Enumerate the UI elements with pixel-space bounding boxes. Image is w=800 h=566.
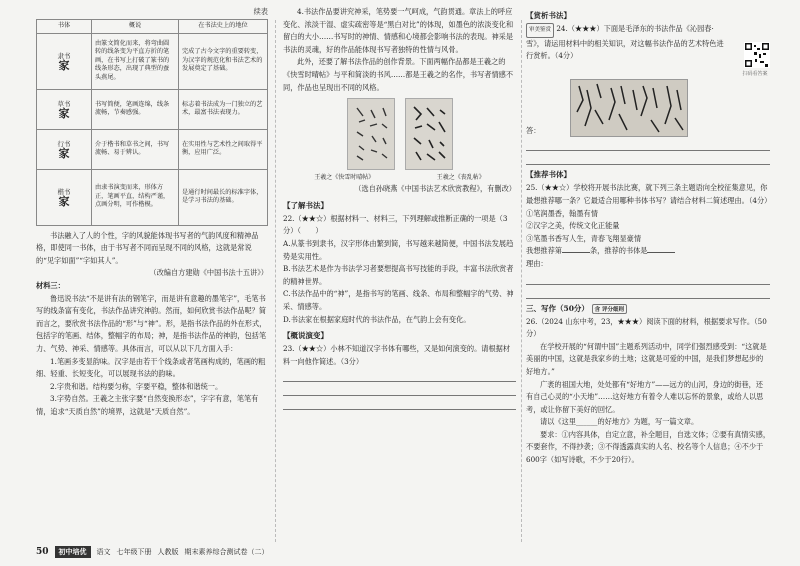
image-caption: 王羲之《丧乱帖》 [436,174,485,182]
option-item: ②汉字之美，传统文化正能量 [526,221,620,231]
calligraphy-artwork [570,79,688,137]
test-name: 期末素养综合测试卷（二） [184,548,269,556]
option-d[interactable]: D.书法家在根据家庭时代的书法作品，在气韵上会有变化。 [283,314,471,324]
answer-line[interactable] [526,137,770,151]
page-number: 50 [36,547,49,557]
question-25: 25.（★★☆）学校将开展书法比赛，就下列三条主题语向全校征集意见，你最想推荐哪一条？它最适合用哪种书体书写？请结合材料二简述理由。（4分） [526,183,772,205]
paragraph: 鲁迅说书法“不是讲有法的钢笔字，而是讲有意趣的墨笔字”，毛笔书写的线条富有变化，书法作品讲究神韵。然而，如何欣赏书法作品呢？简而言之，要欣赏书法作品的“形”与“神”。形，是指书法作品的外在形式，包括字的笔画、结体，整幅字的布局；神，是指书法作品的神韵，包括笔力、气势、神采、情感等。具体而言，可以从以下几方面入手： [36,293,267,353]
column-divider [521,20,522,542]
answer-line[interactable] [283,396,516,410]
option-b[interactable]: B.书法艺术是作为书法学习者要想提高书写技能的手段，丰富书法欣赏者的精神世界。 [283,264,514,286]
option-item: ③笔墨书香写人生，青春飞翔显豪情 [526,233,642,243]
overview-cell: 由篆文简化而来，将弯曲圆转的线条变为平直方折的笔画，在书写上打破了篆书的线条形态，出现了典型的蚕头燕尾。 [92,33,179,89]
scan-label: 扫码看答案 [742,71,768,77]
answer-line[interactable] [526,285,770,299]
table-header: 在书法史上的地位 [179,19,268,33]
answer-line[interactable] [526,151,770,165]
page-footer [36,546,269,558]
status-cell: 标志着书法成为一门独立的艺术，最富书法表现力。 [179,89,268,129]
status-cell: 在实用性与艺术性之间取得平衡，应用广泛。 [179,129,268,169]
answer-line[interactable] [526,271,770,285]
qr-code[interactable] [744,42,770,68]
table-header: 概说 [92,19,179,33]
section-title: 【推荐书体】 [526,170,571,180]
image-caption: 王羲之《快雪时晴帖》 [314,174,375,182]
continued-label: 续表 [253,7,268,16]
script-cell: 隶书 家 [37,33,92,89]
question-23: 23.（★★☆）小林不知道汉字书体有哪些，又是如何演变的。请根据材料一向他作简述。（3分） [283,344,511,366]
section-title: 【概说演变】 [283,331,328,341]
table-row [37,89,268,129]
brand-label: 初中培优 [55,546,91,558]
grade-label: 七年级下册 [116,548,152,556]
option-c[interactable]: C.书法作品中的“神”，是指书写的笔画、线条、布局和整幅字的气势、神采、情感等。 [283,289,514,311]
script-cell: 楷书 家 [37,169,92,225]
status-cell: 是通行时间最长的标准字体，是学习书法的基础。 [179,169,268,225]
skill-badge: 审美鉴赏 [526,23,554,38]
source-note: （选自孙晓燕《中国书法艺术欣赏教程》，有删改） [354,184,516,194]
paragraph: 1.笔画多变显韵味。汉字是由若干个线条或者笔画构成的，笔画的粗细、轻重、长短变化，可以展现书法的韵味。 [36,356,266,379]
left-column [36,6,268,419]
edition-label: 人教版 [157,548,179,556]
status-cell: 完成了古今文字的重要转变，为汉字的规范化和书法艺术的发展奠定了基础。 [179,33,268,89]
question-22: 22.（★★☆）根据材料一、材料三，下列理解或推断正确的一项是（3分）（ ） [283,213,508,236]
calligraphy-image-sangluan [405,98,453,170]
overview-cell: 介于楷书和草书之间，书写流畅、易于辨认。 [92,129,179,169]
calligraphy-images [283,98,516,170]
paragraph: 书法融入了人的个性，字的风貌能体现书写者的气韵风度和精神品格，即使同一书体，由于书写者不同而呈现不同的风格，这就是常说的“见字如面”“字如其人”。 [36,230,259,265]
question-26: 26.（2024 山东中考，23，★★★）阅读下面的材料，根据要求写作。（50分） [526,316,767,339]
answer-line[interactable] [283,382,516,396]
column-divider [275,20,276,542]
answer-line[interactable] [283,368,516,382]
image-captions [283,172,516,181]
option-item: ①笔润墨香，翰墨有情 [526,208,598,218]
middle-column [283,6,516,410]
paragraph: 请以《这里______的好地方》为题，写一篇文章。 [540,417,699,427]
overview-cell: 书写简便，笔画连绵，线条流畅，节奏感强。 [92,89,179,129]
overview-cell: 由隶书演变而来，形体方正，笔画平直，结构严谨，点画分明，可作楷模。 [92,169,179,225]
paragraph: 此外，还要了解书法作品的创作背景。下面两幅作品都是王羲之的《快雪时晴帖》与平和简淡的书风……都是王羲之的名作，书写者情感不同，作品也呈现出不同的风格。 [283,57,514,92]
paragraph: 广袤的祖国大地，处处都有“好地方”——远方的山河，身边的街巷，还有自己心灵的“小天地”……这好地方有着令人难以忘怀的景象，或给人以思考，或让你留下美好的回忆。 [526,379,764,414]
recommend-line: 我想推荐第 条，推荐的书体是 [526,245,770,258]
skill-badge: 含 评分细则 [592,304,627,314]
paragraph: 要求：①内容具体，自定立意，补全题目，自选文体；②要有真情实感，不要套作，不得抄袭；③不得透露真实的人名、校名等个人信息；④不少于600字（如写诗歌，不少于20行）。 [526,429,771,465]
script-blank[interactable] [647,252,675,253]
paragraph: 在学校开展的“何谓中国”主题系列活动中，同学们强烈感受到：“这就是美丽的中国，这就是我家乡的土地；这就是可爱的中国，是我们梦想起步的好地方。” [526,341,767,376]
subject-label: 语文 [96,548,111,556]
option-a[interactable]: A.从篆书到隶书，汉字形体由繁到简，书写越来越简便，中国书法发展趋势是实用性。 [283,238,514,261]
calligraphy-image-kuaixue [347,98,395,170]
section-title: 【了解书法】 [283,200,328,210]
table-header-row [37,19,268,33]
script-table [36,19,268,226]
paragraph: 3.字势自然。王羲之主张字要“自然变换形态”，字字有意，笔笔有情，追求“天质自然”的境界，这就是“天质自然”。 [36,394,259,416]
reason-label: 理由： [526,258,548,268]
script-cell: 草书 家 [37,89,92,129]
table-header: 书体 [37,19,92,33]
right-column [526,6,770,467]
table-row [37,129,268,169]
table-row [37,33,268,89]
material-title: 材料三： [36,280,65,290]
paragraph: 4.书法作品要讲究神采，笔势要一气呵成，气韵贯通。章法上的呼应变化、浓淡干湿、虚实疏密等是“黑白对比”的体现，如墨色的浓淡变化和留白的大小……书写时的神情、情感和心境都会影响书法的表现。神采是书法的灵魂，好的作品能体现书写者独特的性情与风骨。 [283,7,514,54]
answer-label: 答： [526,125,541,135]
section-title: 【赏析书法】 [526,11,571,20]
choice-blank[interactable] [562,252,590,253]
paragraph: 2.字贵和谐。结构要匀称，字要平稳，整体和谐统一。 [50,381,223,391]
script-cell: 行书 家 [37,129,92,169]
source-note: （改编自方建勋《中国书法十五讲》） [149,268,268,278]
section-title: 三、写作（50分） 含 评分细则 [526,303,770,314]
question-24: 审美鉴赏 24.（★★★）下面是毛泽东的书法作品《沁园春·雪》，请运用材料中的相关知识，对这幅书法作品的艺术特色进行赏析。（4分） [526,24,724,61]
table-row [37,169,268,225]
